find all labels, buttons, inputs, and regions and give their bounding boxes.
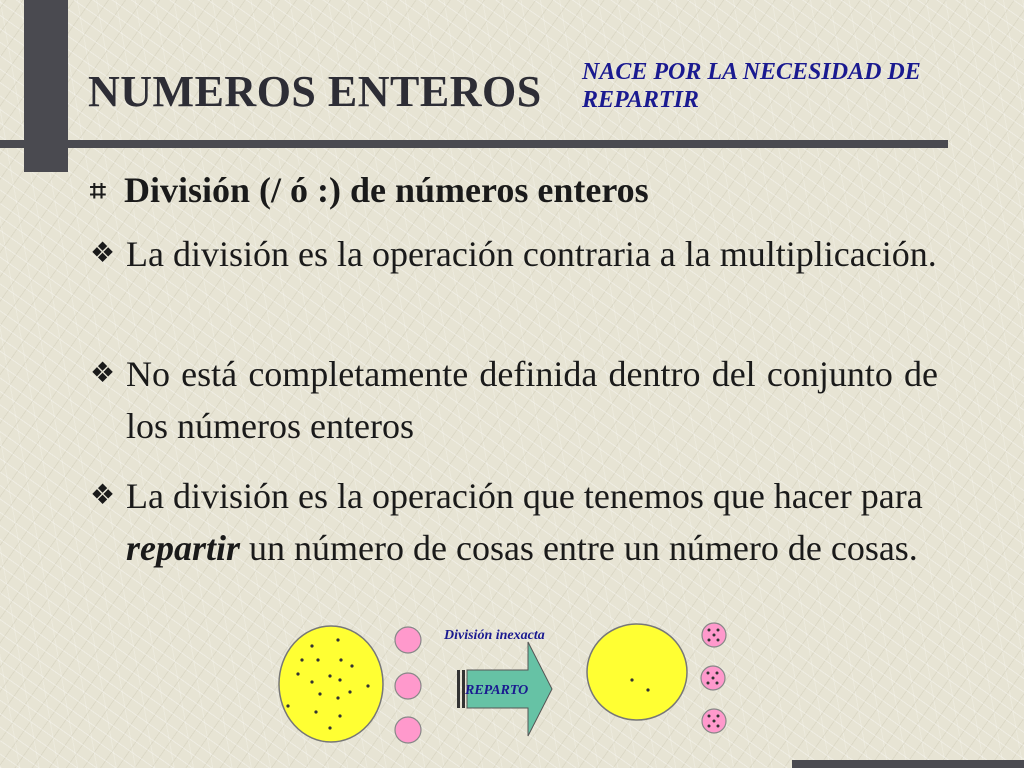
decorative-bottom-rule bbox=[792, 760, 1024, 768]
slide-subtitle: NACE POR LA NECESIDAD DE REPARTIR bbox=[582, 59, 921, 113]
diamond-bullet-icon: ❖ bbox=[90, 358, 116, 389]
arrow-label: REPARTO bbox=[465, 683, 529, 698]
bullet-text: No está completamente definida dentro del conjunto de los números enteros bbox=[126, 354, 938, 446]
heading-text: División (/ ó :) de números enteros bbox=[124, 170, 649, 210]
section-heading bbox=[90, 164, 649, 218]
bullet-text-after: un número de cosas entre un número de cosas. bbox=[249, 528, 918, 568]
bullet-emphasis: repartir bbox=[126, 528, 241, 568]
bullet-item bbox=[90, 348, 938, 452]
bullet-item bbox=[90, 228, 938, 280]
decorative-horizontal-rule bbox=[0, 140, 948, 148]
shared-circles bbox=[701, 623, 726, 733]
diamond-bullet-icon: ❖ bbox=[90, 480, 116, 511]
recipient-circles bbox=[395, 627, 421, 743]
items-circle bbox=[279, 626, 383, 742]
slide-title: NUMEROS ENTEROS bbox=[88, 67, 542, 116]
bullet-text: La división es la operación contraria a la multiplicación. bbox=[126, 234, 937, 274]
diamond-bullet-icon: ❖ bbox=[90, 238, 116, 269]
bullet-text-before: La división es la operación que tenemos que hacer para bbox=[126, 476, 923, 516]
diagram-caption: División inexacta bbox=[444, 628, 545, 643]
heading-marker-icon: ⌗ bbox=[90, 176, 106, 207]
division-diagram bbox=[0, 620, 1024, 760]
bullet-item bbox=[90, 470, 938, 574]
bullet-text bbox=[126, 470, 938, 574]
remainder-circle bbox=[587, 624, 687, 720]
